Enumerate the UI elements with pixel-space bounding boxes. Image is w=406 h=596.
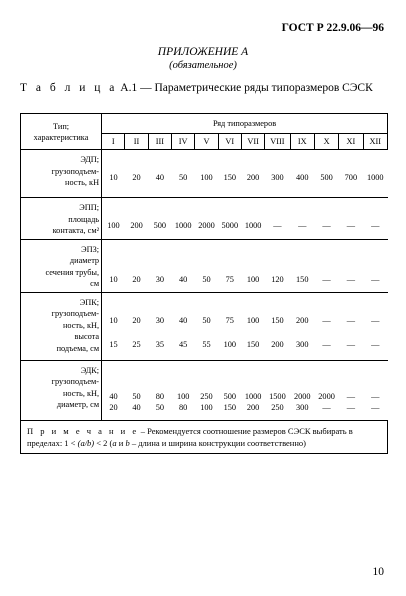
value-cell: [363, 150, 387, 198]
document-code: ГОСТ Р 22.9.06—96: [281, 22, 384, 34]
cell-value: —: [346, 339, 356, 349]
value-cell: [218, 292, 241, 360]
value-cell: [195, 150, 218, 198]
value-cell: [290, 198, 314, 240]
value-cell: [290, 239, 314, 292]
cell-value: 100: [200, 402, 213, 412]
cell-value: 10: [109, 274, 118, 284]
type-header-line-1: Тип;: [53, 121, 70, 131]
cell-value: —: [322, 221, 331, 230]
table-caption-text: А.1 — Параметрические ряды типоразмеров СЭСК: [117, 82, 373, 94]
cell-value: —: [371, 315, 380, 325]
parametric-table: [20, 113, 388, 454]
cell-value: 2000: [318, 391, 335, 401]
value-cell: [290, 150, 314, 198]
cell-value: 40: [179, 274, 188, 284]
cell-value: 200: [271, 339, 284, 349]
row-label-line: грузоподъем-: [51, 166, 100, 176]
cell-value: 40: [155, 173, 164, 182]
cell-value: 150: [223, 402, 237, 412]
value-cell: [125, 198, 148, 240]
cell-value: 30: [155, 274, 164, 284]
type-header: [21, 114, 102, 150]
column-header: III: [148, 134, 171, 150]
appendix-title: ПРИЛОЖЕНИЕ А: [157, 46, 249, 58]
cell-value: 250: [200, 391, 213, 401]
row-label-line: ЭПП;: [79, 203, 100, 212]
cell-value: 50: [179, 173, 188, 182]
cell-value: 50: [155, 402, 164, 412]
cell-value: 120: [271, 274, 284, 284]
cell-value: 300: [271, 173, 284, 182]
cell-value: 10: [109, 315, 118, 325]
cell-value: 150: [223, 173, 237, 182]
row-label-line: ЭПК;: [79, 297, 100, 307]
cell-value: 100: [223, 339, 237, 349]
value-cell: [241, 360, 264, 420]
value-cell: [102, 239, 125, 292]
cell-value: 400: [296, 173, 309, 182]
value-cell: [339, 239, 363, 292]
value-cell: [290, 292, 314, 360]
cell-value: 200: [246, 402, 260, 412]
value-cell: [218, 198, 241, 240]
column-header: XII: [363, 134, 387, 150]
value-cell: [218, 150, 241, 198]
value-cell: [339, 150, 363, 198]
value-cell: [363, 292, 387, 360]
cell-value: 75: [225, 274, 234, 284]
note-text: < 2 (: [94, 437, 113, 448]
value-cell: [102, 360, 125, 420]
value-cell: [125, 292, 148, 360]
row-label-line: сечения трубы,: [45, 267, 100, 277]
page-number: 10: [372, 566, 384, 578]
cell-value: 200: [246, 173, 260, 182]
cell-value: 100: [200, 173, 213, 182]
cell-value: —: [371, 274, 380, 284]
table-row: [21, 150, 388, 198]
value-cell: [314, 239, 338, 292]
cell-value: —: [322, 274, 331, 284]
cell-value: 1000: [244, 391, 262, 401]
cell-value: —: [298, 221, 307, 230]
value-cell: [148, 198, 171, 240]
row-label: [21, 198, 102, 240]
row-label-line: ность, кН,: [62, 388, 100, 398]
cell-value: 20: [132, 274, 141, 284]
cell-value: 55: [202, 339, 211, 349]
value-cell: [148, 292, 171, 360]
cell-value: 40: [109, 391, 118, 401]
cell-value: 100: [246, 315, 260, 325]
value-cell: [265, 198, 290, 240]
appendix-status: (обязательное): [169, 60, 237, 71]
column-header: XI: [339, 134, 363, 150]
value-cell: [314, 150, 338, 198]
row-label: [21, 239, 102, 292]
cell-value: —: [346, 391, 356, 401]
cell-value: 100: [246, 274, 260, 284]
cell-value: 150: [271, 315, 284, 325]
row-label: [21, 360, 102, 420]
value-cell: [125, 150, 148, 198]
value-cell: [195, 198, 218, 240]
row-label-line: грузоподъем-: [51, 377, 100, 386]
cell-value: 5000: [221, 221, 239, 230]
cell-value: —: [371, 391, 380, 401]
value-cell: [363, 198, 387, 240]
cell-value: 15: [109, 339, 118, 349]
cell-value: 50: [132, 391, 141, 401]
cell-value: 45: [179, 339, 188, 349]
value-cell: [265, 239, 290, 292]
column-header: VIII: [265, 134, 290, 150]
cell-value: 40: [179, 315, 188, 325]
cell-value: 80: [179, 402, 188, 412]
value-cell: [314, 198, 338, 240]
row-label-line: диаметр, см: [56, 400, 100, 409]
cell-value: —: [346, 402, 356, 412]
row-label: [21, 150, 102, 198]
cell-value: 40: [132, 402, 141, 412]
row-label-line: см: [90, 279, 100, 288]
value-cell: [290, 360, 314, 420]
value-cell: [339, 292, 363, 360]
cell-value: 1000: [366, 173, 384, 182]
note-ratio: (a/b): [77, 437, 95, 448]
cell-value: —: [346, 274, 356, 284]
cell-value: 1000: [174, 221, 192, 230]
cell-value: 1500: [269, 391, 286, 401]
row-label-line: диаметр: [69, 256, 100, 265]
value-cell: [241, 292, 264, 360]
cell-value: 50: [202, 274, 211, 284]
cell-value: 20: [109, 402, 118, 412]
row-label: [21, 292, 102, 360]
cell-value: 2000: [198, 221, 215, 230]
type-header-line-2: характеристика: [33, 132, 89, 142]
note-var-b: b: [125, 437, 130, 448]
value-cell: [218, 239, 241, 292]
row-label-line: подъема, см: [56, 343, 100, 353]
note-var-a: a: [112, 437, 117, 448]
value-cell: [148, 150, 171, 198]
note-text: – Рекомендуется соотношение размеров СЭСК выбирать в пределах: 1 <: [27, 425, 353, 448]
value-cell: [265, 360, 290, 420]
cell-value: —: [371, 221, 380, 230]
cell-value: 700: [344, 173, 358, 182]
column-header: IX: [290, 134, 314, 150]
cell-value: 500: [153, 221, 167, 230]
row-label-line: площадь: [68, 214, 100, 224]
cell-value: 300: [296, 402, 309, 412]
cell-value: 150: [246, 339, 260, 349]
column-header: II: [125, 134, 148, 150]
cell-value: —: [322, 402, 331, 412]
cell-value: 80: [155, 391, 164, 401]
value-cell: [172, 360, 195, 420]
value-cell: [195, 239, 218, 292]
table-caption: [20, 82, 373, 94]
note-row: [21, 420, 388, 453]
value-cell: [172, 150, 195, 198]
cell-value: 50: [202, 315, 211, 325]
row-label-line: контакта, см²: [52, 226, 100, 235]
table-row: [21, 360, 388, 420]
value-cell: [241, 198, 264, 240]
cell-value: 25: [132, 339, 141, 349]
table-note: [21, 420, 388, 453]
cell-value: —: [273, 221, 282, 230]
row-label-line: ЭДК;: [80, 365, 100, 375]
cell-value: —: [322, 315, 331, 325]
value-cell: [172, 198, 195, 240]
value-cell: [265, 150, 290, 198]
value-cell: [314, 292, 338, 360]
value-cell: [102, 198, 125, 240]
value-cell: [339, 360, 363, 420]
value-cell: [195, 292, 218, 360]
cell-value: —: [371, 402, 380, 412]
cell-value: 100: [176, 391, 190, 401]
value-cell: [265, 292, 290, 360]
column-header: X: [314, 134, 338, 150]
cell-value: 1000: [244, 221, 262, 230]
column-header: VII: [241, 134, 264, 150]
value-cell: [363, 360, 387, 420]
row-label-line: ность, кН,: [62, 320, 100, 330]
value-cell: [241, 150, 264, 198]
cell-value: 300: [296, 339, 309, 349]
cell-value: —: [322, 339, 331, 349]
row-label-line: грузоподъем-: [51, 309, 100, 318]
size-range-header: Ряд типоразмеров: [102, 114, 388, 134]
value-cell: [125, 360, 148, 420]
cell-value: 150: [296, 274, 309, 284]
value-cell: [148, 239, 171, 292]
value-cell: [241, 239, 264, 292]
row-label-line: высота: [74, 332, 100, 341]
value-cell: [148, 360, 171, 420]
cell-value: 35: [155, 339, 164, 349]
value-cell: [339, 198, 363, 240]
cell-value: 250: [271, 402, 284, 412]
value-cell: [172, 292, 195, 360]
column-header: V: [195, 134, 218, 150]
cell-value: —: [346, 221, 356, 230]
row-label-line: ЭДП;: [80, 155, 100, 164]
cell-value: 10: [109, 173, 118, 182]
cell-value: —: [346, 315, 356, 325]
column-header: VI: [218, 134, 241, 150]
table-row: [21, 292, 388, 360]
note-text: и: [116, 437, 126, 448]
table-row: [21, 239, 388, 292]
value-cell: [125, 239, 148, 292]
value-cell: [195, 360, 218, 420]
row-label-line: ЭПЗ;: [81, 244, 100, 254]
note-label: П р и м е ч а н и е: [27, 425, 139, 436]
table-caption-prefix: Т а б л и ц а: [20, 82, 118, 94]
column-header: IV: [172, 134, 195, 150]
value-cell: [102, 292, 125, 360]
value-cell: [314, 360, 338, 420]
table-row: [21, 198, 388, 240]
cell-value: 500: [320, 173, 333, 182]
cell-value: 100: [107, 221, 120, 230]
cell-value: 30: [155, 315, 164, 325]
cell-value: —: [371, 339, 380, 349]
cell-value: 200: [130, 221, 143, 230]
value-cell: [363, 239, 387, 292]
value-cell: [218, 360, 241, 420]
cell-value: 2000: [293, 391, 311, 401]
cell-value: 20: [132, 173, 141, 182]
cell-value: 200: [296, 315, 309, 325]
row-label-line: ность, кН: [65, 178, 100, 187]
cell-value: 75: [225, 315, 234, 325]
value-cell: [172, 239, 195, 292]
cell-value: 500: [223, 391, 237, 401]
column-header: I: [102, 134, 125, 150]
note-text: – длина и ширина конструкции соответственно): [129, 437, 306, 448]
value-cell: [102, 150, 125, 198]
cell-value: 20: [132, 315, 141, 325]
table-body: [21, 150, 388, 454]
